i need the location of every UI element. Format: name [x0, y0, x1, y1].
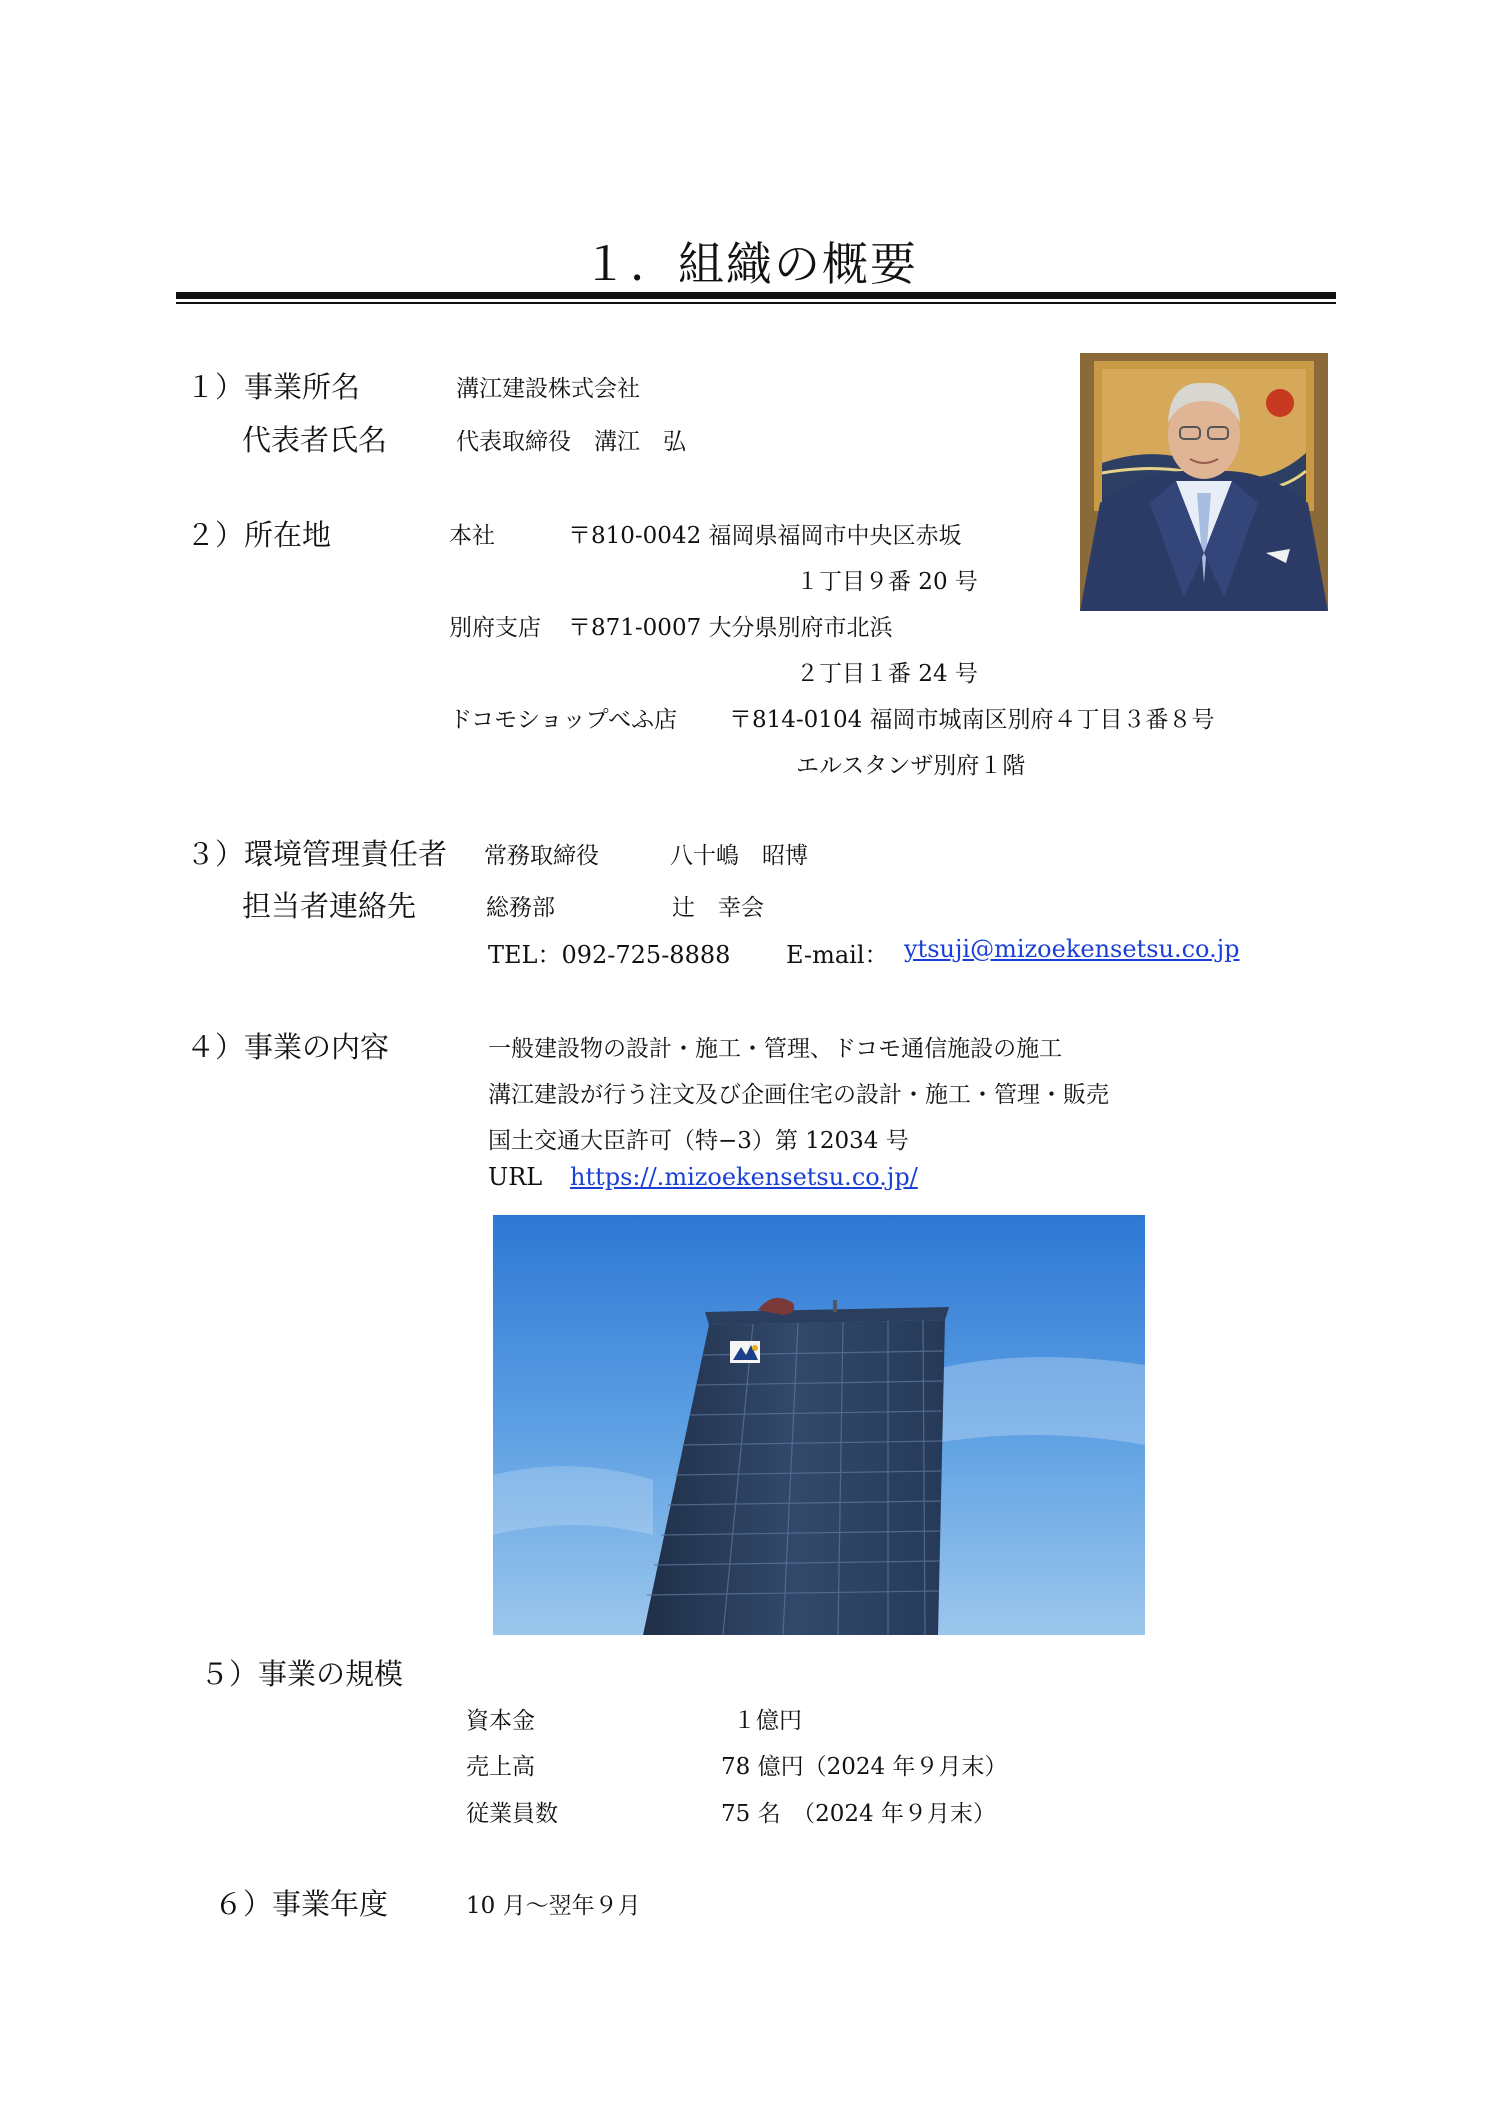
office-name: 本社 [449, 523, 495, 549]
office-name: 別府支店 [449, 615, 541, 641]
business-line: 一般建設物の設計・施工・管理、ドコモ通信施設の施工 [488, 1036, 1063, 1062]
contact-name: 辻 幸会 [672, 895, 764, 921]
section6-heading: ６）事業年度 [214, 1887, 389, 1921]
section4-heading: ４）事業の内容 [186, 1030, 390, 1064]
portrait-photo [1080, 353, 1328, 611]
manager-role: 常務取締役 [484, 843, 599, 869]
scale-label: 資本金 [466, 1708, 535, 1734]
office-address-line1: 〒810-0042 福岡県福岡市中央区赤坂 [568, 523, 962, 549]
title-rule-thin [176, 302, 1336, 304]
company-name: 溝江建設株式会社 [456, 376, 640, 402]
contact-dept: 総務部 [486, 895, 555, 921]
url-label: URL [488, 1163, 543, 1191]
email-link[interactable]: ytsuji@mizoekensetsu.co.jp [904, 935, 1240, 963]
scale-label: 売上高 [466, 1754, 535, 1780]
scale-value: １億円 [733, 1708, 802, 1734]
tel-number: TEL：092-725-8888 [488, 941, 731, 969]
section3-heading: ３）環境管理責任者 [186, 837, 448, 871]
fiscal-year-value: 10 月〜翌年９月 [466, 1893, 641, 1919]
office-address-line1: 〒871-0007 大分県別府市北浜 [568, 615, 893, 641]
building-photo [493, 1215, 1145, 1635]
office-address-line1: 〒814-0104 福岡市城南区別府４丁目３番８号 [729, 707, 1215, 733]
manager-name: 八十嶋 昭博 [670, 843, 808, 869]
office-address-line2: １丁目９番 20 号 [796, 569, 978, 595]
contact-label: 担当者連絡先 [242, 889, 417, 923]
office-address-line2: エルスタンザ別府１階 [796, 753, 1026, 779]
section2-heading: ２）所在地 [186, 518, 332, 552]
business-line: 国土交通大臣許可（特−3）第 12034 号 [488, 1128, 909, 1154]
business-line: 溝江建設が行う注文及び企画住宅の設計・施工・管理・販売 [488, 1082, 1109, 1108]
page-title: １．組織の概要 [582, 237, 918, 291]
website-link[interactable]: https://.mizoekensetsu.co.jp/ [570, 1163, 918, 1191]
scale-label: 従業員数 [466, 1801, 558, 1827]
section1-heading: １）事業所名 [186, 370, 361, 404]
office-address-line2: ２丁目１番 24 号 [796, 661, 978, 687]
scale-value: 75 名 （2024 年９月末） [721, 1801, 996, 1827]
section5-heading: ５）事業の規模 [200, 1657, 404, 1691]
rep-value: 代表取締役 溝江 弘 [456, 429, 686, 455]
scale-value: 78 億円（2024 年９月末） [721, 1754, 1008, 1780]
title-rule-thick [176, 292, 1336, 299]
rep-label: 代表者氏名 [242, 423, 388, 457]
email-label: E-mail： [786, 941, 889, 969]
office-name: ドコモショップべふ店 [449, 707, 678, 733]
